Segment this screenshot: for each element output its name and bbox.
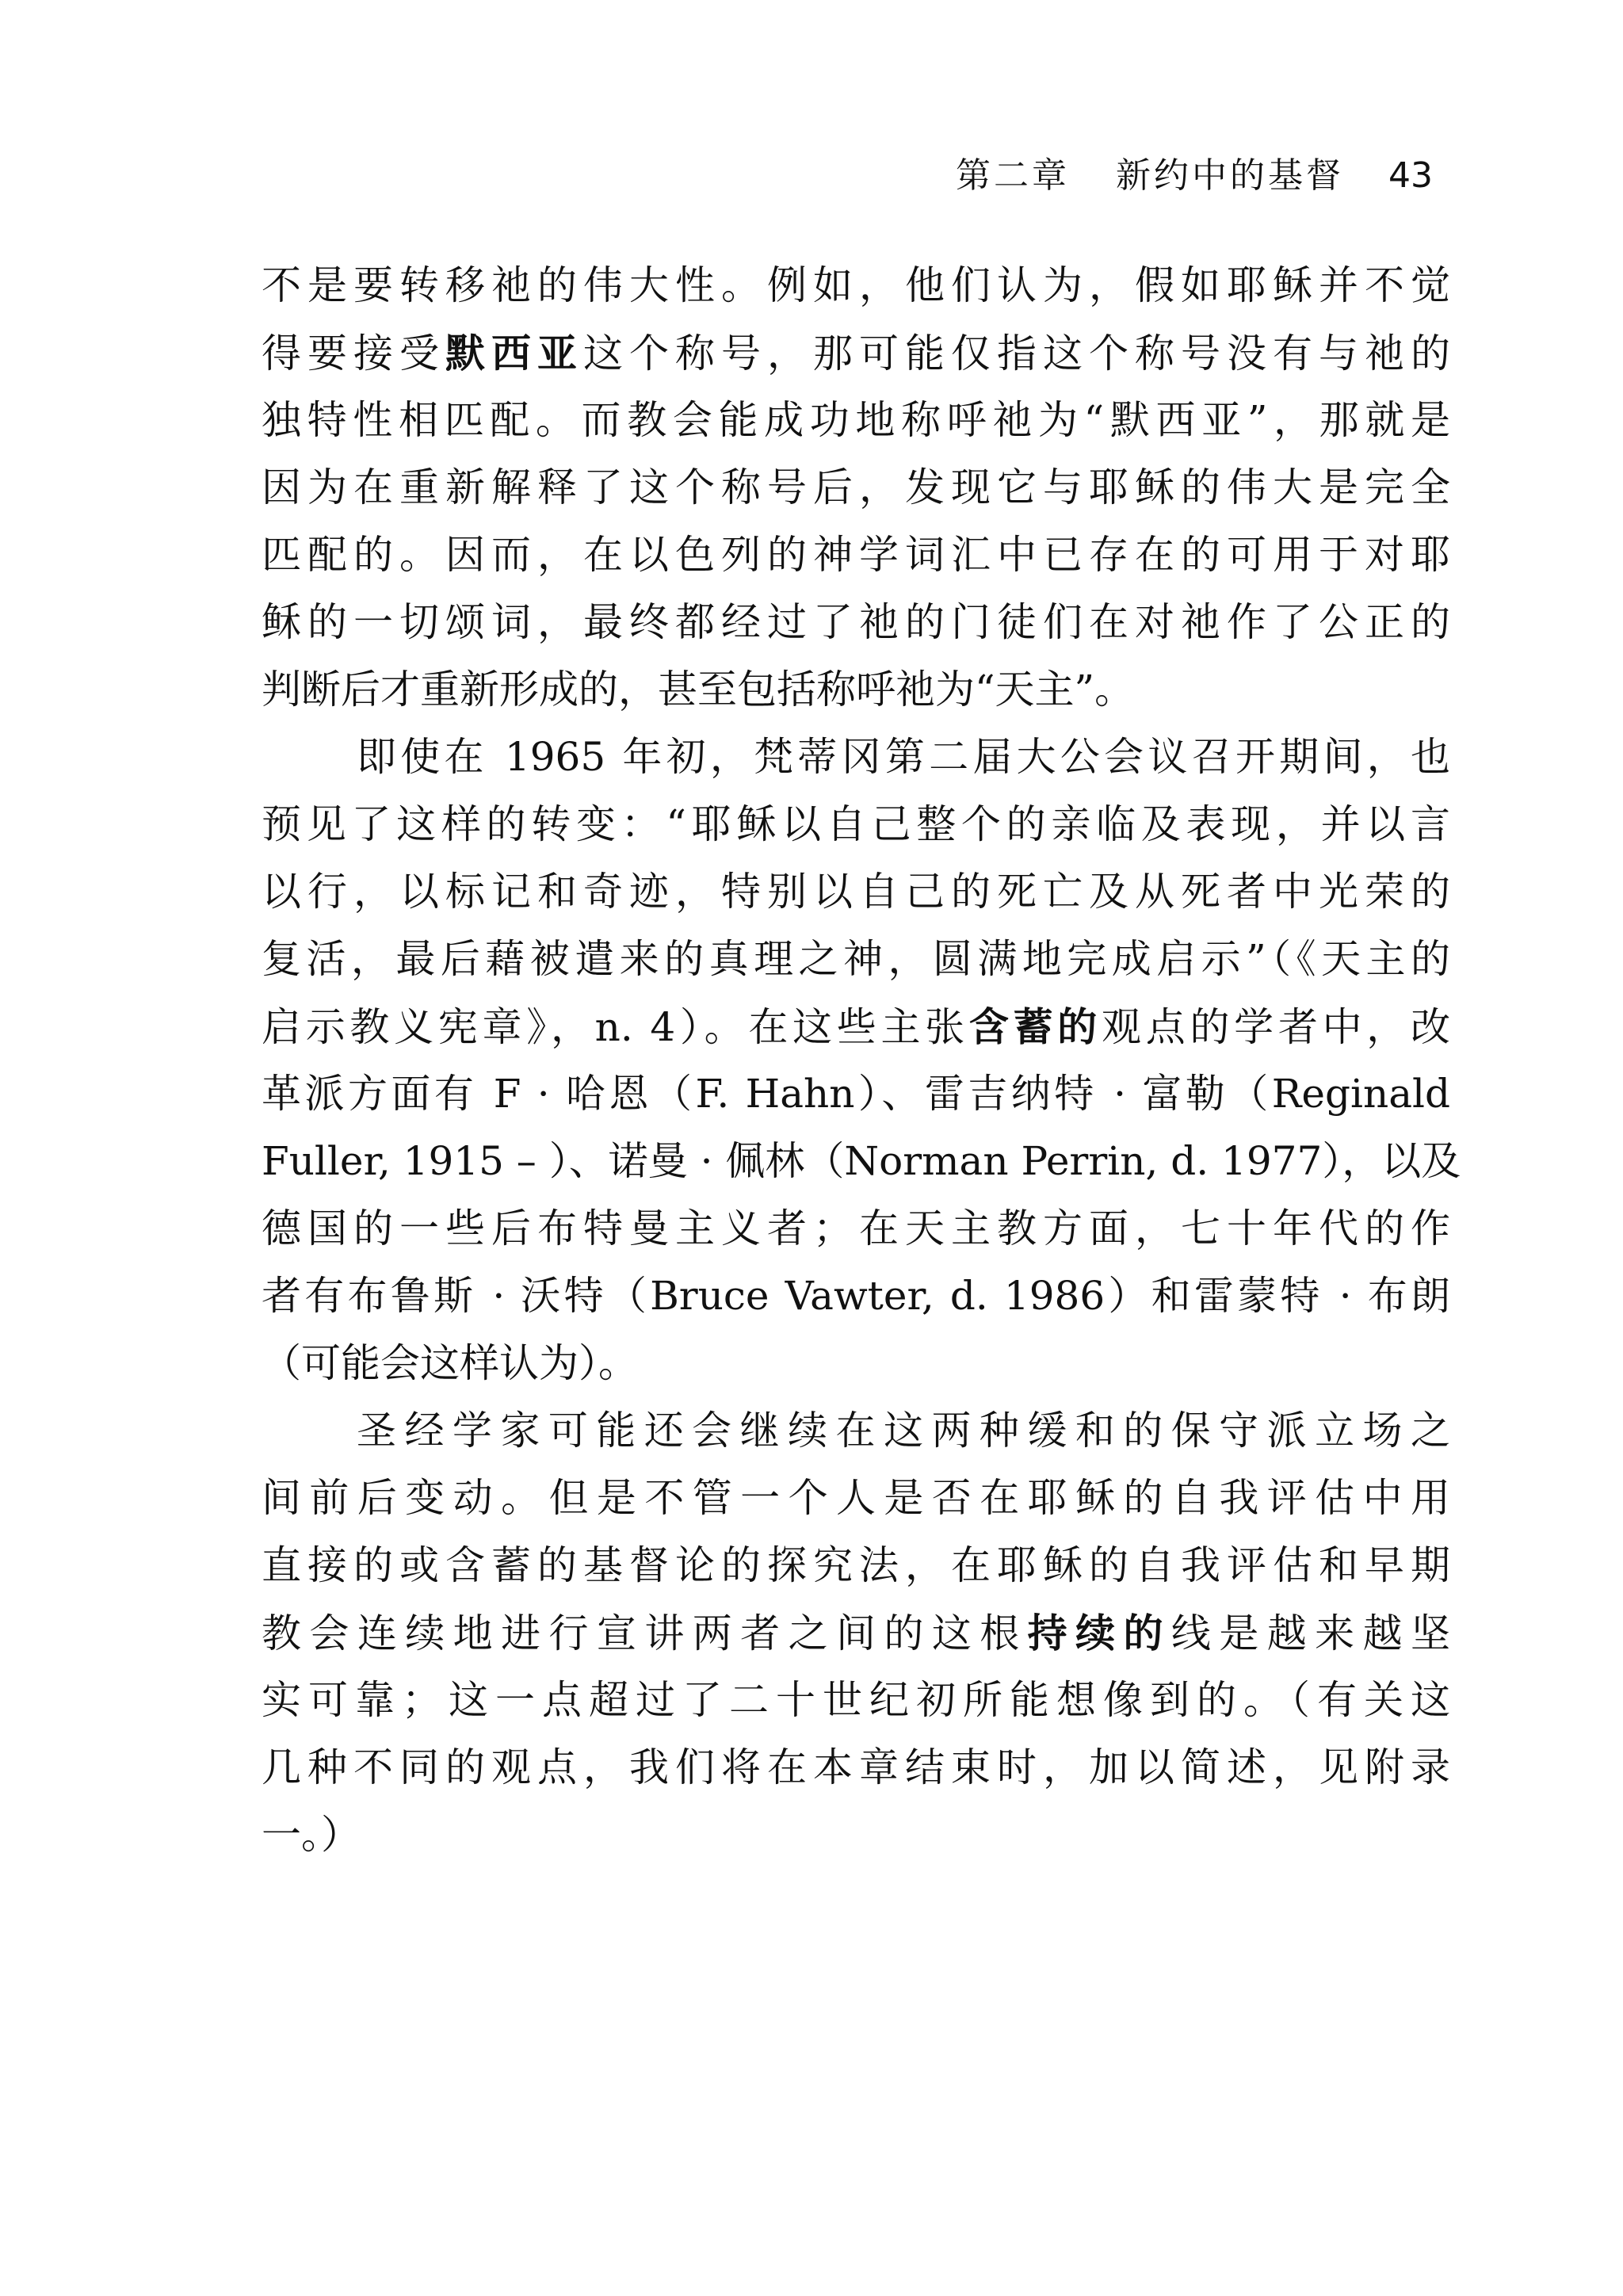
text-line: 稣的一切颂词，最终都经过了祂的门徒们在对祂作了公正的	[262, 599, 1450, 645]
chapter-title: 新约中的基督	[1116, 155, 1344, 196]
text-line: 圣经学家可能还会继续在这两种缓和的保守派立场之	[357, 1408, 1450, 1454]
text-line: 以行，以标记和奇迹，特别以自己的死亡及从死者中光荣的	[262, 869, 1450, 915]
emphasized-term: 默西亚	[445, 330, 583, 376]
text-line: 革派方面有 F · 哈恩（F. Hahn）、雷吉纳特 · 富勒（Reginald	[262, 1071, 1450, 1117]
text-line: 判断后才重新形成的，甚至包括称呼祂为“天主”。	[262, 667, 1135, 712]
text-line: 教会连续地进行宣讲两者之间的这根持续的线是越来越坚	[262, 1610, 1451, 1656]
text-line: 匹配的。因而，在以色列的神学词汇中已存在的可用于对耶	[262, 532, 1450, 578]
text-line: 实可靠；这一点超过了二十世纪初所能想像到的。（有关这	[262, 1677, 1450, 1723]
text-line: 因为在重新解释了这个称号后，发现它与耶稣的伟大是完全	[262, 464, 1450, 510]
text-line: 启示教义宪章》，n. 4）。在这些主张含蓄的观点的学者中，改	[262, 1003, 1451, 1050]
text-line: 得要接受默西亚这个称号，那可能仅指这个称号没有与祂的	[262, 330, 1450, 376]
emphasized-term: 含蓄的	[968, 1003, 1102, 1050]
page-number: 43	[1388, 155, 1433, 196]
text-line: 不是要转移祂的伟大性。例如，他们认为，假如耶稣并不觉	[262, 262, 1450, 308]
chapter-label: 第二章	[956, 155, 1070, 196]
running-header	[956, 147, 1433, 197]
text-line: 者有布鲁斯 · 沃特（Bruce Vawter, d. 1986）和雷蒙特 · 布朗	[262, 1273, 1450, 1319]
text-line: 复活，最后藉被遣来的真理之神，圆满地完成启示”（《天主的	[262, 936, 1450, 982]
emphasized-term: 持续的	[1027, 1610, 1171, 1656]
text-line: 间前后变动。但是不管一个人是否在耶稣的自我评估中用	[262, 1475, 1450, 1521]
text-line: 直接的或含蓄的基督论的探究法，在耶稣的自我评估和早期	[262, 1542, 1450, 1588]
text-line: Fuller, 1915 – ）、诺曼 · 佩林（Norman Perrin, d. 1977），以及	[262, 1138, 1461, 1184]
body-text	[262, 252, 1461, 1869]
text-line: 独特性相匹配。而教会能成功地称呼祂为“默西亚”，那就是	[262, 397, 1450, 443]
text-line: 预见了这样的转变：“耶稣以自己整个的亲临及表现，并以言	[262, 801, 1450, 847]
text-line: （可能会这样认为）。	[262, 1340, 638, 1386]
text-line: 德国的一些后布特曼主义者；在天主教方面，七十年代的作	[262, 1205, 1450, 1251]
text-line: 一。）	[262, 1812, 361, 1858]
text-line: 即使在 1965 年初，梵蒂冈第二届大公会议召开期间，也	[357, 734, 1450, 780]
text-line: 几种不同的观点，我们将在本章结束时，加以简述，见附录	[262, 1744, 1450, 1790]
